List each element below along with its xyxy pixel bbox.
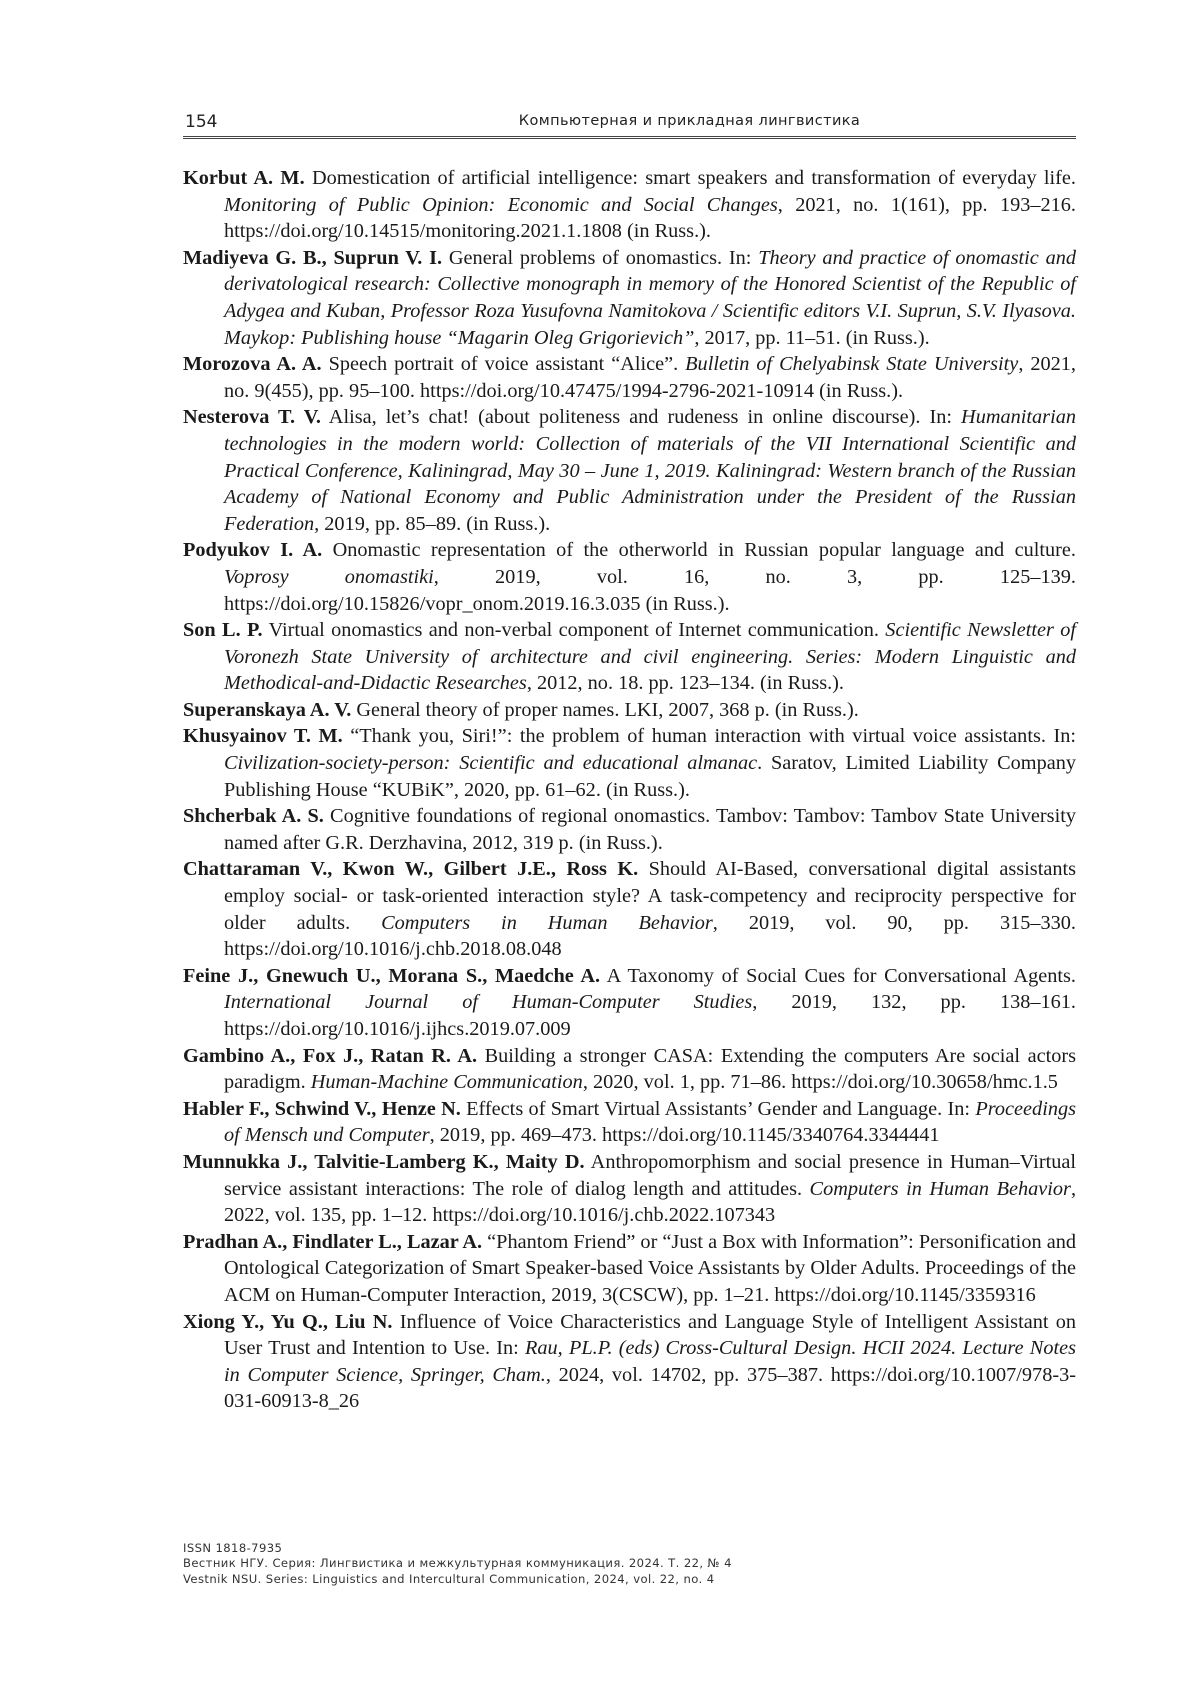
reference-venue: Human-Machine Communication xyxy=(311,1071,583,1093)
reference-authors: Korbut A. M. xyxy=(183,167,305,189)
reference-authors: Podyukov I. A. xyxy=(183,539,322,561)
reference-item xyxy=(183,803,1076,856)
reference-details: , 2021, no. 1(161), pp. 193–216. https://doi.org/10.14515/monitoring.2021.1.1808 (in Russ.). xyxy=(224,194,1076,243)
reference-details: . Saratov, Limited Liability Company Publishing House “KUBiK”, 2020, pp. 61–62. (in Russ.). xyxy=(224,752,1076,801)
reference-venue: Scientific Newsletter of Voronezh State University of architecture and civil engineering. Series: Modern Linguistic and Methodical-and-Didactic Researches xyxy=(224,619,1076,694)
reference-item xyxy=(183,165,1076,245)
reference-authors: Gambino A., Fox J., Ratan R. A. xyxy=(183,1045,477,1067)
reference-text: Virtual onomastics and non-verbal component of Internet communication. xyxy=(263,619,886,641)
reference-venue: Humanitarian technologies in the modern world: Collection of materials of the VII International Scientific and Practical Conference, Kaliningrad, May 30 – June 1, 2019. Kaliningrad: Western branch of the Russian Academy of National Economy and Public Administration under the President of the Russian Federation xyxy=(224,406,1076,534)
reference-details: , 2017, pp. 11–51. (in Russ.). xyxy=(694,327,929,349)
reference-text: Domestication of artificial intelligence: smart speakers and transformation of everyday life. xyxy=(305,167,1076,189)
reference-details: , 2019, 132, pp. 138–161. https://doi.org/10.1016/j.ijhcs.2019.07.009 xyxy=(224,991,1076,1040)
reference-item xyxy=(183,1043,1076,1096)
reference-item xyxy=(183,1229,1076,1309)
reference-authors: Feine J., Gnewuch U., Morana S., Maedche A. xyxy=(183,965,600,987)
reference-item xyxy=(183,404,1076,537)
reference-text: General problems of onomastics. In: xyxy=(442,247,758,269)
reference-authors: Xiong Y., Yu Q., Liu N. xyxy=(183,1311,392,1333)
reference-authors: Habler F., Schwind V., Henze N. xyxy=(183,1098,461,1120)
reference-text: “Phantom Friend” or “Just a Box with Information”: Personification and Ontological Categorization of Smart Speaker-based Voice Assistants by Older Adults. Proceedings of the ACM on Human-Computer Interaction, 2019, 3(CSCW), pp. 1–21. https://doi.org/10.1145/3359316 xyxy=(224,1231,1076,1306)
reference-text: General theory of proper names. LKI, 2007, 368 p. (in Russ.). xyxy=(351,699,858,721)
reference-details: , 2019, vol. 16, no. 3, pp. 125–139. https://doi.org/10.15826/vopr_onom.2019.16.3.035 (in Russ.). xyxy=(224,566,1076,615)
reference-details: , 2019, pp. 85–89. (in Russ.). xyxy=(314,513,550,535)
reference-item xyxy=(183,1096,1076,1149)
reference-authors: Nesterova T. V. xyxy=(183,406,321,428)
reference-authors: Pradhan A., Findlater L., Lazar A. xyxy=(183,1231,482,1253)
reference-venue: Voprosy onomastiki xyxy=(224,566,434,588)
reference-authors: Son L. P. xyxy=(183,619,263,641)
reference-authors: Chattaraman V., Kwon W., Gilbert J.E., Ross K. xyxy=(183,858,638,880)
reference-details: , 2012, no. 18. pp. 123–134. (in Russ.). xyxy=(527,672,844,694)
reference-authors: Madiyeva G. B., Suprun V. I. xyxy=(183,247,442,269)
reference-text: Cognitive foundations of regional onomastics. Tambov: Tambov: Tambov State University named after G.R. Derzhavina, 2012, 319 p. (in Russ.). xyxy=(224,805,1076,854)
page-header xyxy=(183,112,1076,139)
reference-item xyxy=(183,1149,1076,1229)
reference-authors: Morozova A. A. xyxy=(183,353,322,375)
reference-authors: Khusyainov T. M. xyxy=(183,725,343,747)
reference-item xyxy=(183,697,1076,724)
reference-venue: Bulletin of Chelyabinsk State University xyxy=(685,353,1018,375)
reference-venue: International Journal of Human-Computer Studies xyxy=(224,991,752,1013)
reference-authors: Superanskaya A. V. xyxy=(183,699,351,721)
reference-details: , 2019, vol. 90, pp. 315–330. https://doi.org/10.1016/j.chb.2018.08.048 xyxy=(224,912,1076,961)
page-footer xyxy=(183,1541,1076,1587)
reference-text: A Taxonomy of Social Cues for Conversational Agents. xyxy=(600,965,1076,987)
reference-authors: Munnukka J., Talvitie-Lamberg K., Maity D. xyxy=(183,1151,585,1173)
reference-text: Alisa, let’s chat! (about politeness and rudeness in online discourse). In: xyxy=(321,406,961,428)
reference-venue: Computers in Human Behavior xyxy=(381,912,713,934)
reference-venue: Computers in Human Behavior xyxy=(810,1178,1071,1200)
reference-text: Speech portrait of voice assistant “Alice”. xyxy=(322,353,686,375)
reference-item xyxy=(183,617,1076,697)
reference-venue: Civilization-society-person: Scientific and educational almanac xyxy=(224,752,757,774)
reference-venue: Proceedings of Mensch und Computer xyxy=(224,1098,1076,1147)
reference-text: Anthropomorphism and social presence in Human–Virtual service assistant interactions: The role of dialog length and attitudes. xyxy=(224,1151,1076,1200)
running-title: Компьютерная и прикладная лингвистика xyxy=(183,113,1076,129)
reference-venue: Theory and practice of onomastic and derivatological research: Collective monograph in memory of the Honored Scientist of the Republic of Adygea and Kuban, Professor Roza Yusufovna Namitokova / Scientific editors V.I. Suprun, S.V. Ilyasova. Maykop: Publishing house “Magarin Oleg Grigorievich” xyxy=(224,247,1076,349)
reference-details: , 2021, no. 9(455), pp. 95–100. https://doi.org/10.47475/1994-2796-2021-10914 (in Russ.). xyxy=(224,353,1076,402)
reference-item xyxy=(183,1309,1076,1415)
reference-details: , 2022, vol. 135, pp. 1–12. https://doi.org/10.1016/j.chb.2022.107343 xyxy=(224,1178,1076,1227)
reference-venue: Monitoring of Public Opinion: Economic and Social Changes xyxy=(224,194,778,216)
page-number: 154 xyxy=(185,112,217,132)
reference-text: Influence of Voice Characteristics and Language Style of Intelligent Assistant on User Trust and Intention to Use. In: xyxy=(224,1311,1076,1360)
reference-details: , 2019, pp. 469–473. https://doi.org/10.1145/3340764.3344441 xyxy=(430,1124,940,1146)
reference-details: , 2024, vol. 14702, pp. 375–387. https://doi.org/10.1007/978-3-031-60913-8_26 xyxy=(224,1364,1076,1413)
reference-text: Building a stronger CASA: Extending the computers Are social actors paradigm. xyxy=(224,1045,1076,1094)
reference-item xyxy=(183,723,1076,803)
reference-item xyxy=(183,351,1076,404)
reference-venue: Rau, PL.P. (eds) Cross-Cultural Design. HCII 2024. Lecture Notes in Computer Science, Springer, Cham. xyxy=(224,1337,1076,1386)
reference-list xyxy=(183,165,1076,1415)
reference-item xyxy=(183,245,1076,351)
footer-journal-ru: Вестник НГУ. Серия: Лингвистика и межкультурная коммуникация. 2024. Т. 22, № 4 xyxy=(183,1556,1076,1571)
reference-text: Should AI-Based, conversational digital assistants employ social- or task-oriented interaction style? A task-competency and reciprocity perspective for older adults. xyxy=(224,858,1076,933)
reference-authors: Shcherbak A. S. xyxy=(183,805,324,827)
reference-item xyxy=(183,537,1076,617)
reference-details: , 2020, vol. 1, pp. 71–86. https://doi.org/10.30658/hmc.1.5 xyxy=(583,1071,1058,1093)
reference-text: Effects of Smart Virtual Assistants’ Gender and Language. In: xyxy=(461,1098,976,1120)
reference-item xyxy=(183,856,1076,962)
reference-text: Onomastic representation of the otherworld in Russian popular language and culture. xyxy=(322,539,1076,561)
footer-journal-en: Vestnik NSU. Series: Linguistics and Intercultural Communication, 2024, vol. 22, no. 4 xyxy=(183,1572,1076,1587)
footer-issn: ISSN 1818-7935 xyxy=(183,1541,1076,1556)
reference-item xyxy=(183,963,1076,1043)
reference-text: “Thank you, Siri!”: the problem of human interaction with virtual voice assistants. In: xyxy=(343,725,1076,747)
